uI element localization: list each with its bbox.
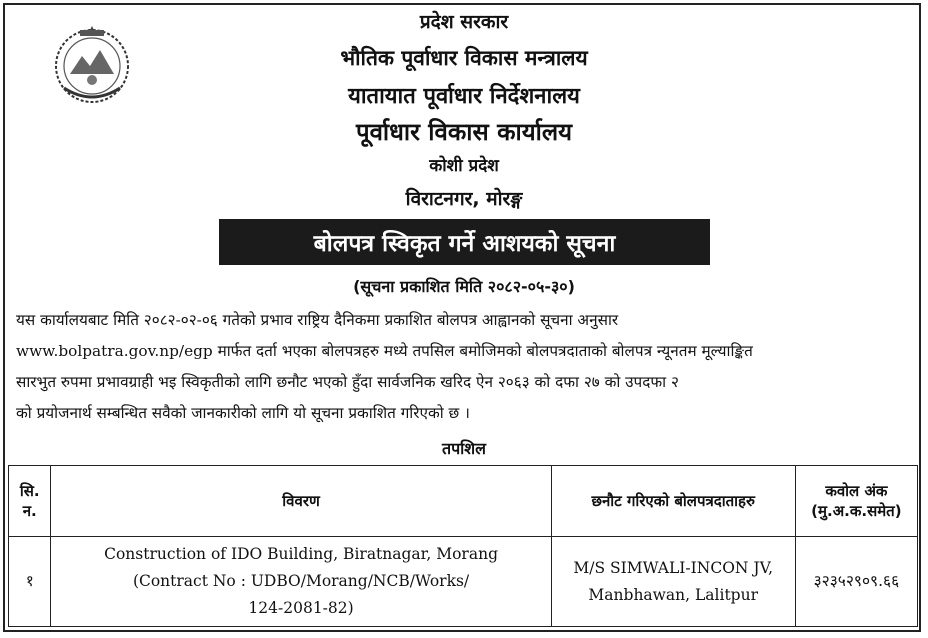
- header-office: पूर्वाधार विकास कार्यालय: [355, 118, 573, 146]
- header-description: विवरण: [51, 466, 551, 537]
- header-directorate: यातायात पूर्वाधार निर्देशनालय: [348, 84, 580, 109]
- header-amount: [795, 466, 917, 537]
- header-bidder: छनौट गरिएको बोलपत्रदाताहरु: [551, 466, 795, 537]
- header-serial-line2: न.: [22, 502, 37, 520]
- body-line: सारभुत रुपमा प्रभावग्राही भइ स्विकृतीको लागि छनौट भएको हुँदा सार्वजनिक खरिद ऐन २०६३ को दफा २७ को उपदफा २: [16, 373, 679, 391]
- header-amount-line2: (मु.अ.क.समेत): [811, 502, 902, 520]
- table-header-row: [9, 466, 918, 537]
- bid-table: [8, 465, 918, 627]
- row-description-line1: Construction of IDO Building, Biratnagar, Morang: [104, 545, 498, 563]
- header-location: विराटनगर, मोरङ्ग: [405, 188, 523, 210]
- row-description-line3: 124-2081-82): [248, 599, 354, 617]
- header-amount-line1: कवोल अंक: [825, 482, 888, 500]
- publication-date: (सूचना प्रकाशित मिति २०८२-०५-३०): [353, 277, 575, 296]
- notice-title: बोलपत्र स्विकृत गर्ने आशयको सूचना: [313, 231, 616, 257]
- header-province: कोशी प्रदेश: [429, 156, 499, 176]
- row-bidder: [551, 537, 795, 627]
- row-serial: १: [9, 537, 51, 627]
- row-bidder-line2: Manbhawan, Lalitpur: [588, 585, 758, 604]
- body-line: www.bolpatra.gov.np/egp मार्फत दर्ता भएका बोलपत्रहरु मध्ये तपसिल बमोजिमको बोलपत्रदाताको बोलपत्र न्यूनतम मूल्याङ्कित: [16, 342, 753, 360]
- notice-body: [16, 305, 914, 429]
- body-line: को प्रयोजनार्थ सम्बन्धित सवैको जानकारीको लागि यो सूचना प्रकाशित गरिएको छ ।: [16, 404, 470, 422]
- row-description-line2: (Contract No : UDBO/Morang/NCB/Works/: [132, 572, 470, 590]
- table-caption: तपशिल: [441, 439, 487, 458]
- table-row: [9, 537, 918, 627]
- header-ministry: भौतिक पूर्वाधार विकास मन्त्रालय: [340, 46, 588, 70]
- header-serial-line1: सि.: [19, 482, 40, 500]
- row-amount: ३२३५२९०९.६६: [795, 537, 917, 627]
- notice-title-banner: [219, 219, 710, 265]
- row-description: [51, 537, 551, 627]
- header-government: प्रदेश सरकार: [419, 11, 509, 33]
- header-serial: [9, 466, 51, 537]
- body-line: यस कार्यालयबाट मिति २०८२-०२-०६ गतेको प्रभाव राष्ट्रिय दैनिकमा प्रकाशित बोलपत्र आह्वानको सूचना अनुसार: [16, 311, 619, 329]
- row-bidder-line1: M/S SIMWALI-INCON JV,: [573, 558, 774, 577]
